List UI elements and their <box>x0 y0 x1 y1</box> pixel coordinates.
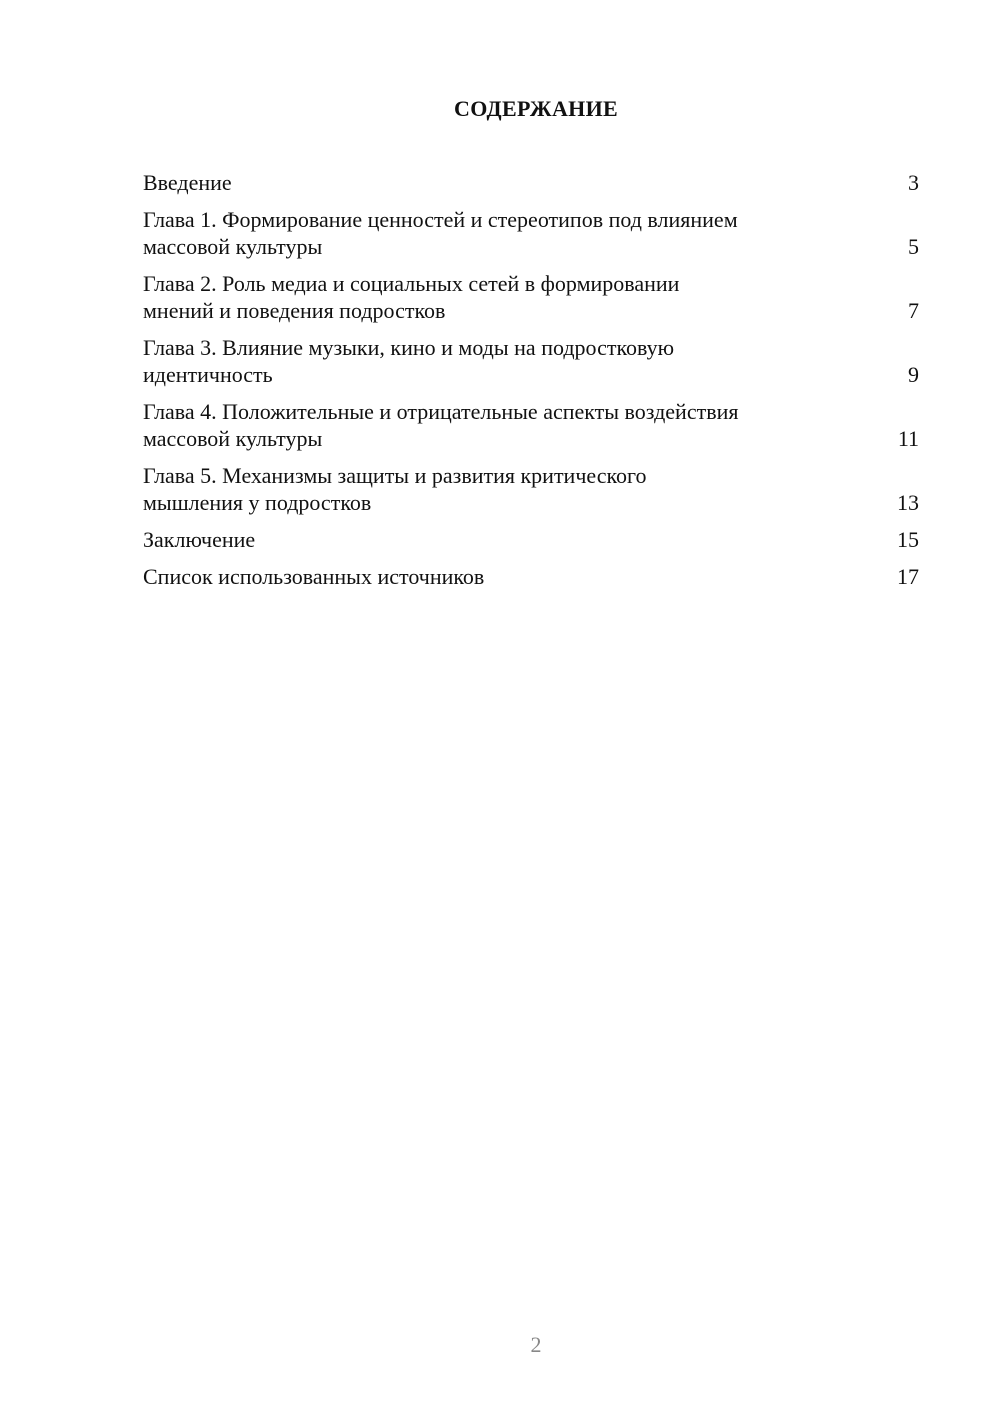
toc-page-number: 11 <box>897 426 919 451</box>
toc-entry-chapter-3 <box>143 334 919 388</box>
toc-entry-line: Глава 2. Роль медиа и социальных сетей в формировании <box>143 271 680 296</box>
toc-entry-line: Заключение <box>143 527 256 552</box>
toc-page-number: 15 <box>897 527 919 552</box>
toc-entry-line: Введение <box>143 170 232 195</box>
toc-entry-chapter-4 <box>143 398 919 452</box>
toc-entry-label <box>143 526 843 553</box>
toc-entry-line: Глава 5. Механизмы защиты и развития критического <box>143 463 647 488</box>
toc-page-number: 13 <box>897 490 919 515</box>
toc-entry-chapter-2 <box>143 270 919 324</box>
toc-entry-references <box>143 563 919 590</box>
toc-entry-line: Глава 3. Влияние музыки, кино и моды на подростковую <box>143 335 675 360</box>
toc-page-number: 9 <box>908 362 919 387</box>
toc-entry-line: мнений и поведения подростков <box>143 298 446 323</box>
toc-page-number: 5 <box>908 234 919 259</box>
toc-entry-line: идентичность <box>143 362 273 387</box>
toc-entry-line: мышления у подростков <box>143 490 372 515</box>
toc-entry-line: массовой культуры <box>143 426 323 451</box>
footer-page-number: 2 <box>530 1332 542 1357</box>
page-title: СОДЕРЖАНИЕ <box>454 96 618 121</box>
toc-entry-label <box>143 334 843 388</box>
toc-entry-label <box>143 270 843 324</box>
toc-entry-label <box>143 398 843 452</box>
table-of-contents <box>143 169 919 600</box>
toc-entry-label <box>143 169 843 196</box>
toc-entry-label <box>143 206 843 260</box>
toc-entry-line: Список использованных источников <box>143 564 485 589</box>
toc-entry-chapter-1 <box>143 206 919 260</box>
toc-entry-label <box>143 563 843 590</box>
toc-entry-line: массовой культуры <box>143 234 323 259</box>
toc-page-number: 7 <box>908 298 919 323</box>
toc-entry-line: Глава 1. Формирование ценностей и стереотипов под влиянием <box>143 207 738 232</box>
toc-entry-introduction <box>143 169 919 196</box>
toc-entry-line: Глава 4. Положительные и отрицательные аспекты воздействия <box>143 399 739 424</box>
toc-page-number: 17 <box>897 564 919 589</box>
toc-entry-conclusion <box>143 526 919 553</box>
toc-entry-label <box>143 462 843 516</box>
toc-entry-chapter-5 <box>143 462 919 516</box>
toc-page-number: 3 <box>908 170 919 195</box>
